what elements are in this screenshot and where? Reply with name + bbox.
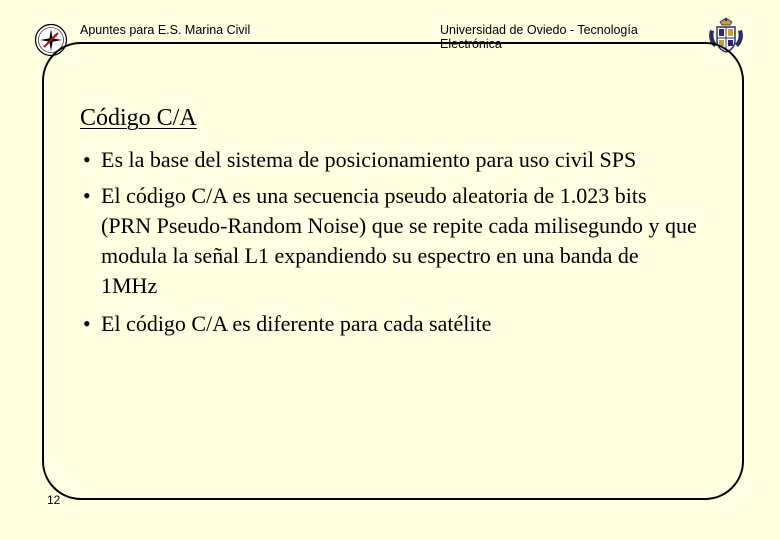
bullet-list (80, 145, 700, 345)
bullet-item (80, 145, 700, 175)
bullet-item (80, 309, 700, 339)
compass-star-logo-icon (34, 23, 68, 57)
page-number: 12 (47, 493, 61, 507)
bullet-text: Es la base del sistema de posicionamiento para uso civil SPS (101, 147, 637, 172)
bullet-marker: • (83, 147, 91, 172)
bullet-text: El código C/A es diferente para cada satélite (101, 311, 492, 336)
slide-title: Código C/A (80, 105, 197, 131)
bullet-marker: • (83, 311, 91, 336)
bullet-item (80, 181, 700, 301)
bullet-marker: • (83, 183, 91, 208)
bullet-text: El código C/A es una secuencia pseudo aleatoria de 1.023 bits (PRN Pseudo-Random Noise) que se repite cada milisegundo y que modula la señal L1 expandiendo su espectro en una banda de 1MHz (101, 183, 697, 298)
header-course-title: Apuntes para E.S. Marina Civil (80, 23, 251, 37)
header-university-title: Universidad de Oviedo - Tecnología Electrónica (440, 23, 638, 51)
university-crest-icon (706, 16, 746, 54)
